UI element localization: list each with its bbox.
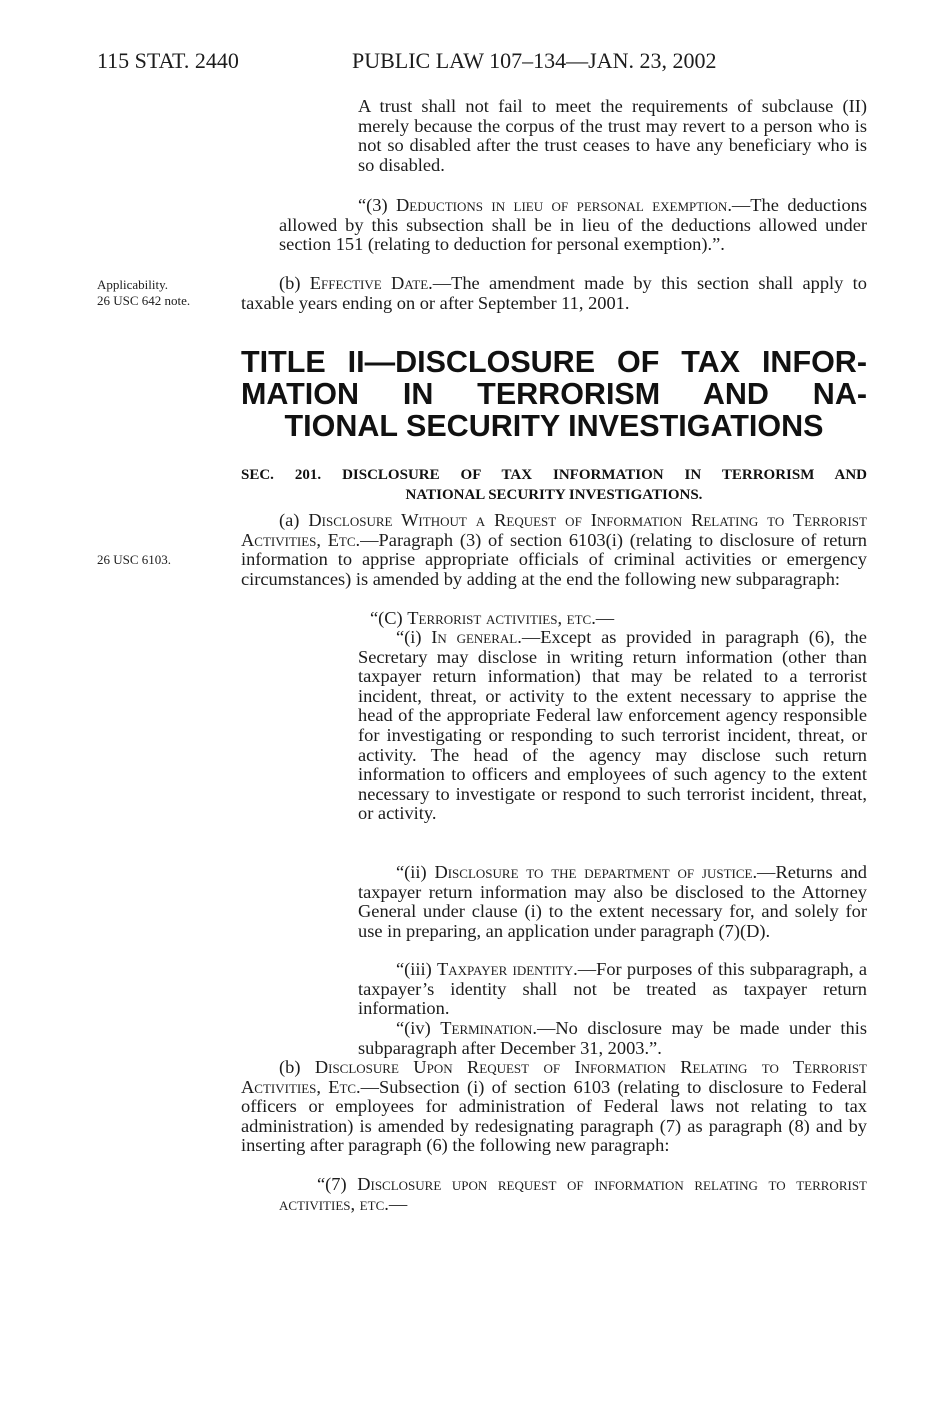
subparagraph-c bbox=[370, 609, 867, 629]
paragraph-3-heading: Deductions in lieu of personal exemption bbox=[396, 195, 728, 215]
subsection-b-text bbox=[241, 274, 867, 313]
subsection-b-request-heading: Disclosure Upon Request of Information Relating to Terrorist Activities, Etc. bbox=[241, 1057, 867, 1097]
paragraph-7-dash: — bbox=[388, 1193, 408, 1214]
title-ii-heading bbox=[241, 346, 867, 442]
clause-ii-body: .—Returns and taxpayer return information may also be disclosed to the Attorney General under clause (i) to the extent necessary for, and solely for use in preparing, an application under paragraph (7)(D). bbox=[358, 862, 868, 941]
paragraph-3-body: .—The deductions allowed by this subsection shall be in lieu of the deductions allowed under section 151 (relating to deduction for personal exemption).”. bbox=[279, 195, 867, 255]
clause-iv-text bbox=[358, 1019, 867, 1058]
clause-iv-body: .—No disclosure may be made under this subparagraph after December 31, 2003.”. bbox=[358, 1018, 867, 1058]
clause-iv bbox=[358, 1019, 867, 1058]
trust-paragraph bbox=[358, 97, 867, 175]
clause-ii-text bbox=[358, 863, 867, 941]
margin-note-26-usc-642: 26 USC 642 note. bbox=[97, 293, 191, 308]
paragraph-7-heading: Disclosure upon request of information relating to terrorist activities, etc. bbox=[279, 1174, 867, 1214]
subsection-b-request-body: —Subsection (i) of section 6103 (relating to disclosure to Federal officers or employees for administration of Federal laws not relating to tax administration) is amended by redesignating paragraph (7) as paragraph (8) and by inserting after paragraph (6) the following new paragraph: bbox=[241, 1076, 867, 1156]
title-line-2: MATION IN TERRORISM AND NA- bbox=[241, 377, 867, 411]
section-heading-line-2: NATIONAL SECURITY INVESTIGATIONS. bbox=[405, 487, 703, 503]
clause-iii-text bbox=[358, 960, 867, 1019]
section-201-heading bbox=[241, 465, 867, 505]
clause-ii-heading: Disclosure to the department of justice bbox=[434, 862, 753, 882]
title-line-1: TITLE II—DISCLOSURE OF TAX INFOR- bbox=[241, 345, 867, 379]
clause-iv-prefix: “(iv) bbox=[396, 1018, 441, 1038]
clause-i-body: .—Except as provided in paragraph (6), the Secretary may disclose in writing return information (other than taxpayer return information) that may be related to a terrorist incident, threat, or activity to the extent necessary to apprise the head of the appropriate Federal law enforcement agency responsible for investigating or responding to such terrorist incident, threat, or activity. The head of the agency may disclose such return information to officers and employees of such agency to the extent necessary to investigate or respond to such terrorist incident, threat, or activity. bbox=[358, 627, 867, 824]
section-heading-line-1: SEC. 201. DISCLOSURE OF TAX INFORMATION IN TERRORISM AND bbox=[241, 467, 867, 483]
clause-i-prefix: “(i) bbox=[396, 627, 432, 647]
margin-note-applicability: Applicability. bbox=[97, 277, 169, 292]
clause-iii-heading: Taxpayer identity bbox=[437, 959, 574, 979]
subsection-a-prefix: (a) bbox=[279, 510, 309, 530]
subsection-a bbox=[241, 511, 867, 589]
clause-ii-prefix: “(ii) bbox=[396, 862, 435, 882]
subsection-a-text bbox=[241, 511, 867, 589]
paragraph-3 bbox=[279, 196, 867, 255]
clause-iii-body: .—For purposes of this subparagraph, a taxpayer’s identity shall not be treated as taxpayer return information. bbox=[358, 959, 867, 1019]
paragraph-7-prefix: “(7) bbox=[317, 1174, 358, 1194]
subsection-b-effective-date bbox=[241, 274, 867, 313]
subsection-b-request-prefix: (b) bbox=[279, 1057, 315, 1077]
subsection-b-request bbox=[241, 1058, 867, 1156]
title-line-3: TIONAL SECURITY INVESTIGATIONS bbox=[284, 409, 824, 443]
clause-i bbox=[358, 628, 867, 824]
subparagraph-c-prefix: “(C) bbox=[370, 608, 408, 628]
subsection-b-heading: Effective Date bbox=[309, 273, 429, 293]
paragraph-7 bbox=[279, 1175, 867, 1214]
clause-i-text bbox=[358, 628, 867, 824]
subsection-a-body: —Paragraph (3) of section 6103(i) (relating to disclosure of return information to apprise appropriate officials of criminal activities or emergency circumstances) is amended by adding at the end the following new subparagraph: bbox=[241, 529, 867, 589]
clause-iii-prefix: “(iii) bbox=[396, 959, 437, 979]
clause-i-heading: In general bbox=[431, 627, 518, 647]
subparagraph-c-heading: Terrorist activities, etc. bbox=[407, 608, 596, 628]
paragraph-3-prefix: “(3) bbox=[358, 195, 397, 215]
page-number-header: 115 STAT. 2440 bbox=[97, 48, 239, 73]
clause-iv-heading: Termination bbox=[440, 1018, 533, 1038]
clause-iii bbox=[358, 960, 867, 1019]
subsection-b-request-text bbox=[241, 1058, 867, 1156]
trust-text: A trust shall not fail to meet the requirements of subclause (II) merely because the corpus of the trust may revert to a person who is not so disabled after the trust ceases to have any beneficiary who is so disabled. bbox=[358, 96, 867, 175]
clause-ii bbox=[358, 863, 867, 941]
subparagraph-c-dash: — bbox=[595, 608, 615, 628]
subsection-b-prefix: (b) bbox=[279, 273, 310, 293]
subparagraph-c-text bbox=[370, 609, 867, 629]
paragraph-3-text bbox=[279, 196, 867, 255]
subsection-a-heading: Disclosure Without a Request of Information Relating to Terrorist Activities, Etc. bbox=[241, 510, 867, 550]
margin-note-26-usc-6103: 26 USC 6103. bbox=[97, 552, 172, 567]
public-law-header: PUBLIC LAW 107–134—JAN. 23, 2002 bbox=[352, 48, 717, 73]
subsection-b-body: .—The amendment made by this section shall apply to taxable years ending on or after September 11, 2001. bbox=[241, 273, 867, 313]
paragraph-7-text bbox=[279, 1175, 867, 1214]
